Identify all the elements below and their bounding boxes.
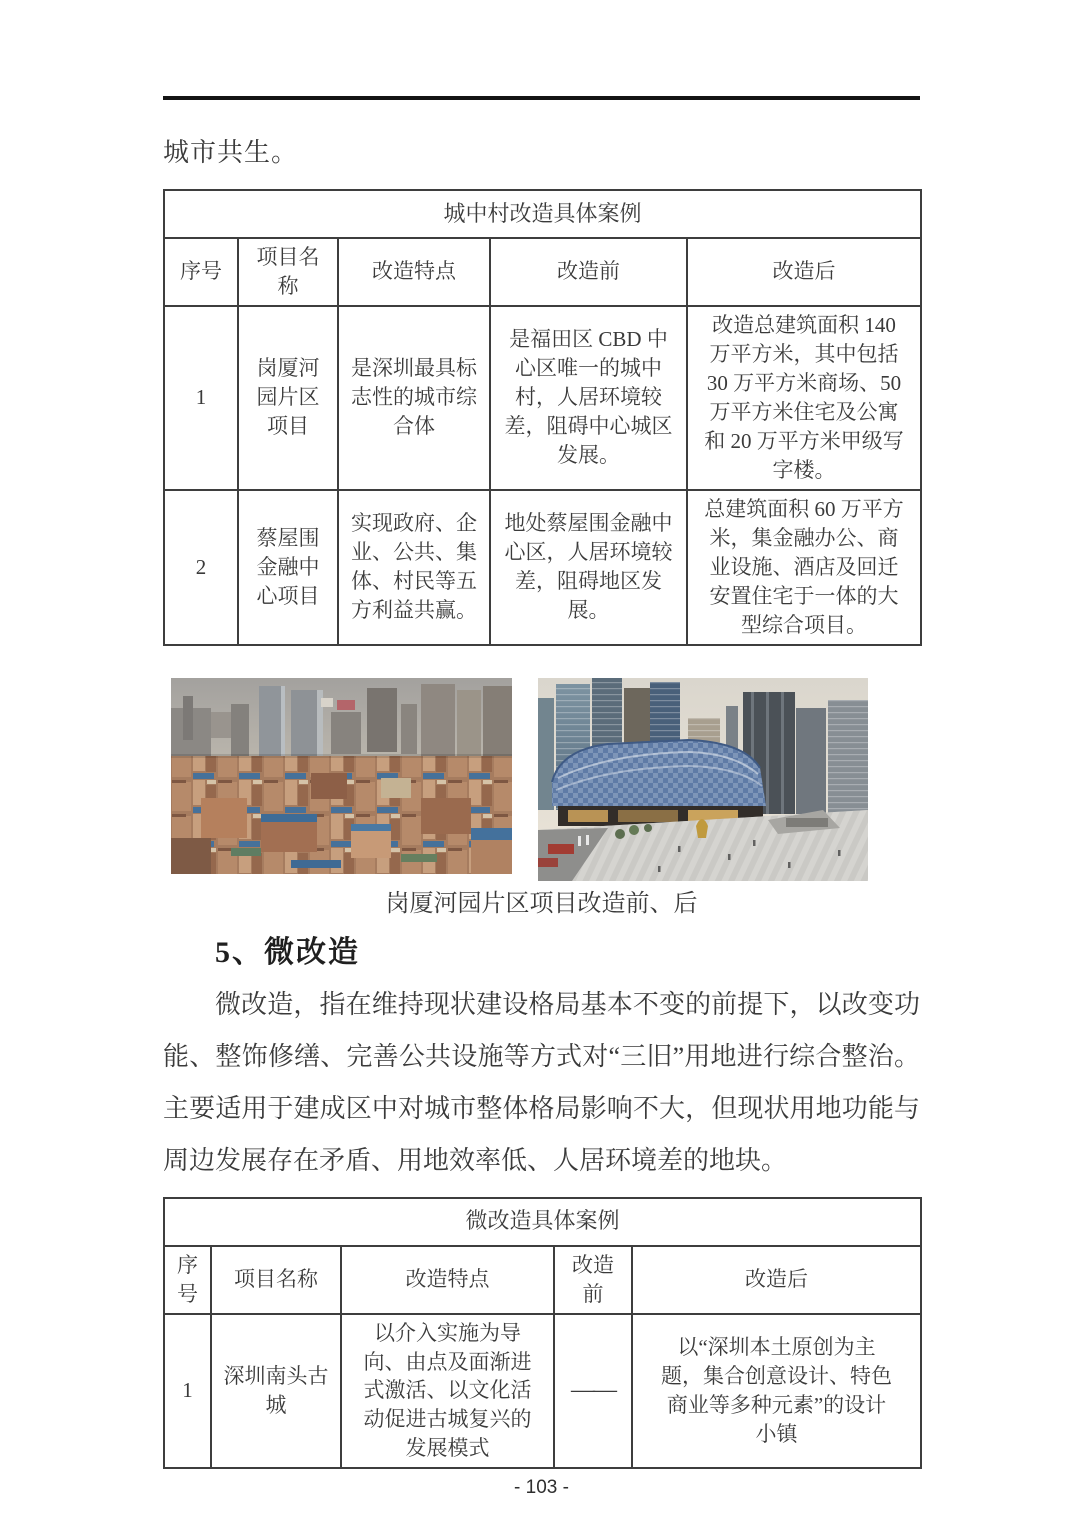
page-number: - 103 - <box>514 1477 569 1499</box>
col-header-feature: 改造特点 <box>338 238 490 306</box>
table-title-row <box>164 1198 921 1246</box>
col-header-name: 项目名称 <box>211 1246 341 1314</box>
cell-no: 1 <box>164 306 238 490</box>
paragraph-line: 微改造，指在维持现状建设格局基本不变的前提下，以改变功 <box>215 989 920 1019</box>
table-row <box>164 490 921 645</box>
cell-feature: 实现政府、企业、公共、集体、村民等五方利益共赢。 <box>338 490 490 645</box>
col-header-no: 序号 <box>164 1246 211 1314</box>
before-photo <box>171 678 512 874</box>
cell-feature: 以介入实施为导向、由点及面渐进式激活、以文化活动促进古城复兴的发展模式 <box>341 1314 554 1469</box>
header-rule <box>163 96 920 100</box>
table-row <box>164 1314 921 1469</box>
cell-before: —— <box>554 1314 632 1469</box>
figure-caption: 岗厦河园片区项目改造前、后 <box>385 890 698 917</box>
cell-no: 1 <box>164 1314 211 1469</box>
paragraph-line: 能、整饰修缮、完善公共设施等方式对“三旧”用地进行综合整治。 <box>163 1041 920 1071</box>
body-paragraph <box>163 979 920 1187</box>
cell-project-name: 深圳南头古城 <box>211 1314 341 1469</box>
village-table-title: 城中村改造具体案例 <box>164 190 921 238</box>
col-header-after: 改造后 <box>632 1246 921 1314</box>
cell-project-name: 蔡屋围金融中心项目 <box>238 490 338 645</box>
cell-before: 是福田区 CBD 中心区唯一的城中村，人居环境较差，阻碍中心城区发展。 <box>490 306 687 490</box>
section-heading: 5、微改造 <box>215 935 360 969</box>
cell-feature: 是深圳最具标志性的城市综合体 <box>338 306 490 490</box>
col-header-no: 序号 <box>164 238 238 306</box>
cell-after: 以“深圳本土原创为主题，集合创意设计、特色商业等多种元素”的设计小镇 <box>632 1314 921 1469</box>
after-photo <box>538 678 868 881</box>
cell-after: 改造总建筑面积 140 万平方米，其中包括 30 万平方米商场、50 万平方米住宅及公寓和 20 万平方米甲级写字楼。 <box>687 306 921 490</box>
intro-text: 城市共生。 <box>163 138 299 167</box>
micro-table <box>163 1197 922 1470</box>
cell-after: 总建筑面积 60 万平方米，集金融办公、商业设施、酒店及回迁安置住宅于一体的大型综合项目。 <box>687 490 921 645</box>
col-header-name: 项目名称 <box>238 238 338 306</box>
table-header-row <box>164 1246 921 1314</box>
col-header-before: 改造前 <box>490 238 687 306</box>
col-header-after: 改造后 <box>687 238 921 306</box>
table-row <box>164 306 921 490</box>
cell-project-name: 岗厦河园片区项目 <box>238 306 338 490</box>
cell-before: 地处蔡屋围金融中心区，人居环境较差，阻碍地区发展。 <box>490 490 687 645</box>
col-header-before: 改造前 <box>554 1246 632 1314</box>
paragraph-line: 周边发展存在矛盾、用地效率低、人居环境差的地块。 <box>163 1145 788 1175</box>
table-header-row <box>164 238 921 306</box>
village-table <box>163 189 922 646</box>
table-title-row <box>164 190 921 238</box>
col-header-feature: 改造特点 <box>341 1246 554 1314</box>
paragraph-line: 主要适用于建成区中对城市整体格局影响不大，但现状用地功能与 <box>163 1093 920 1123</box>
cell-no: 2 <box>164 490 238 645</box>
figure-photos <box>171 678 920 881</box>
micro-table-title: 微改造具体案例 <box>164 1198 921 1246</box>
